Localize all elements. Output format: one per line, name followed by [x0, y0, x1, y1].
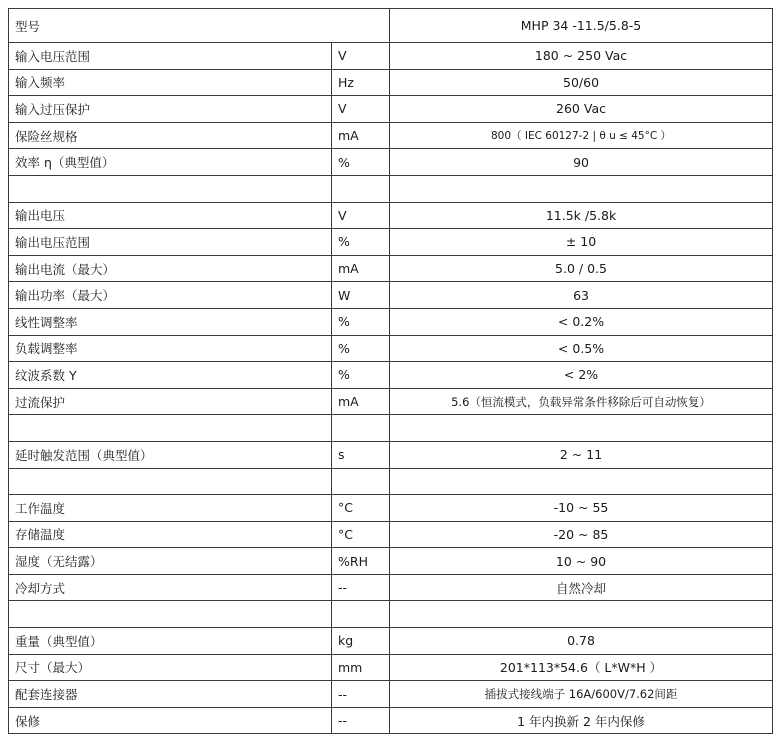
table-row — [9, 122, 773, 149]
param-cell: 效率 η（典型值） — [9, 149, 332, 176]
unit-cell: mA — [332, 122, 390, 149]
unit-cell: mA — [332, 388, 390, 415]
model-label: 型号 — [9, 9, 390, 43]
param-cell: 延时触发范围（典型值） — [9, 441, 332, 468]
table-row — [9, 574, 773, 601]
param-cell: 保险丝规格 — [9, 122, 332, 149]
table-row — [9, 149, 773, 176]
param-cell: 输出电流（最大） — [9, 255, 332, 282]
unit-cell: -- — [332, 707, 390, 734]
table-row-spacer — [9, 415, 773, 442]
unit-cell: V — [332, 96, 390, 123]
unit-cell: -- — [332, 574, 390, 601]
param-cell: 线性调整率 — [9, 308, 332, 335]
value-cell: 63 — [390, 282, 773, 309]
unit-cell: % — [332, 149, 390, 176]
param-cell: 存储温度 — [9, 521, 332, 548]
table-row — [9, 628, 773, 655]
model-number: MHP 34 -11.5/5.8-5 — [390, 9, 773, 43]
table-row — [9, 255, 773, 282]
value-cell: 5.0 / 0.5 — [390, 255, 773, 282]
value-cell: 11.5k /5.8k — [390, 202, 773, 229]
value-cell: 800（ IEC 60127-2 | θ u ≤ 45°C ） — [390, 122, 773, 149]
param-cell: 输出电压 — [9, 202, 332, 229]
param-cell: 工作温度 — [9, 495, 332, 522]
spec-table-body — [9, 9, 773, 734]
value-cell: 5.6（恒流模式，负载异常条件移除后可自动恢复） — [390, 388, 773, 415]
table-row — [9, 388, 773, 415]
table-row — [9, 96, 773, 123]
param-cell: 配套连接器 — [9, 681, 332, 708]
unit-cell: % — [332, 362, 390, 389]
value-cell: 自然冷却 — [390, 574, 773, 601]
param-cell: 保修 — [9, 707, 332, 734]
unit-cell: W — [332, 282, 390, 309]
param-cell: 尺寸（最大） — [9, 654, 332, 681]
unit-cell — [332, 468, 390, 495]
param-cell — [9, 601, 332, 628]
param-cell: 过流保护 — [9, 388, 332, 415]
param-cell: 湿度（无结露） — [9, 548, 332, 575]
table-row-spacer — [9, 175, 773, 202]
table-row — [9, 548, 773, 575]
table-row — [9, 521, 773, 548]
table-row — [9, 495, 773, 522]
value-cell: 1 年内换新 2 年内保修 — [390, 707, 773, 734]
param-cell: 输入频率 — [9, 69, 332, 96]
unit-cell: -- — [332, 681, 390, 708]
value-cell — [390, 175, 773, 202]
unit-cell — [332, 601, 390, 628]
param-cell: 重量（典型值） — [9, 628, 332, 655]
table-row — [9, 308, 773, 335]
value-cell: -10 ~ 55 — [390, 495, 773, 522]
table-row-spacer — [9, 468, 773, 495]
value-cell: < 0.5% — [390, 335, 773, 362]
param-cell: 输出功率（最大） — [9, 282, 332, 309]
unit-cell: s — [332, 441, 390, 468]
param-cell: 纹波系数 Y — [9, 362, 332, 389]
param-cell — [9, 415, 332, 442]
value-cell: 180 ~ 250 Vac — [390, 43, 773, 70]
value-cell: < 2% — [390, 362, 773, 389]
table-row — [9, 229, 773, 256]
unit-cell: mm — [332, 654, 390, 681]
unit-cell: mA — [332, 255, 390, 282]
table-header-row — [9, 9, 773, 43]
table-row — [9, 335, 773, 362]
value-cell: -20 ~ 85 — [390, 521, 773, 548]
table-row — [9, 362, 773, 389]
table-row-spacer — [9, 601, 773, 628]
unit-cell: % — [332, 308, 390, 335]
table-row — [9, 202, 773, 229]
value-cell — [390, 415, 773, 442]
param-cell — [9, 175, 332, 202]
unit-cell — [332, 175, 390, 202]
table-row — [9, 441, 773, 468]
unit-cell: V — [332, 202, 390, 229]
value-cell: ± 10 — [390, 229, 773, 256]
param-cell: 输出电压范围 — [9, 229, 332, 256]
unit-cell: %RH — [332, 548, 390, 575]
unit-cell: °C — [332, 495, 390, 522]
spec-table — [8, 8, 773, 734]
param-cell — [9, 468, 332, 495]
value-cell: < 0.2% — [390, 308, 773, 335]
param-cell: 输入电压范围 — [9, 43, 332, 70]
value-cell: 50/60 — [390, 69, 773, 96]
value-cell: 10 ~ 90 — [390, 548, 773, 575]
table-row — [9, 681, 773, 708]
value-cell — [390, 468, 773, 495]
value-cell: 2 ~ 11 — [390, 441, 773, 468]
table-row — [9, 43, 773, 70]
table-row — [9, 707, 773, 734]
table-row — [9, 654, 773, 681]
unit-cell — [332, 415, 390, 442]
unit-cell: °C — [332, 521, 390, 548]
value-cell: 260 Vac — [390, 96, 773, 123]
unit-cell: % — [332, 335, 390, 362]
param-cell: 负载调整率 — [9, 335, 332, 362]
unit-cell: V — [332, 43, 390, 70]
value-cell — [390, 601, 773, 628]
value-cell: 201*113*54.6（ L*W*H ） — [390, 654, 773, 681]
param-cell: 输入过压保护 — [9, 96, 332, 123]
param-cell: 冷却方式 — [9, 574, 332, 601]
value-cell: 0.78 — [390, 628, 773, 655]
unit-cell: % — [332, 229, 390, 256]
value-cell: 90 — [390, 149, 773, 176]
unit-cell: kg — [332, 628, 390, 655]
table-row — [9, 69, 773, 96]
table-row — [9, 282, 773, 309]
value-cell: 插拔式接线端子 16A/600V/7.62间距 — [390, 681, 773, 708]
unit-cell: Hz — [332, 69, 390, 96]
